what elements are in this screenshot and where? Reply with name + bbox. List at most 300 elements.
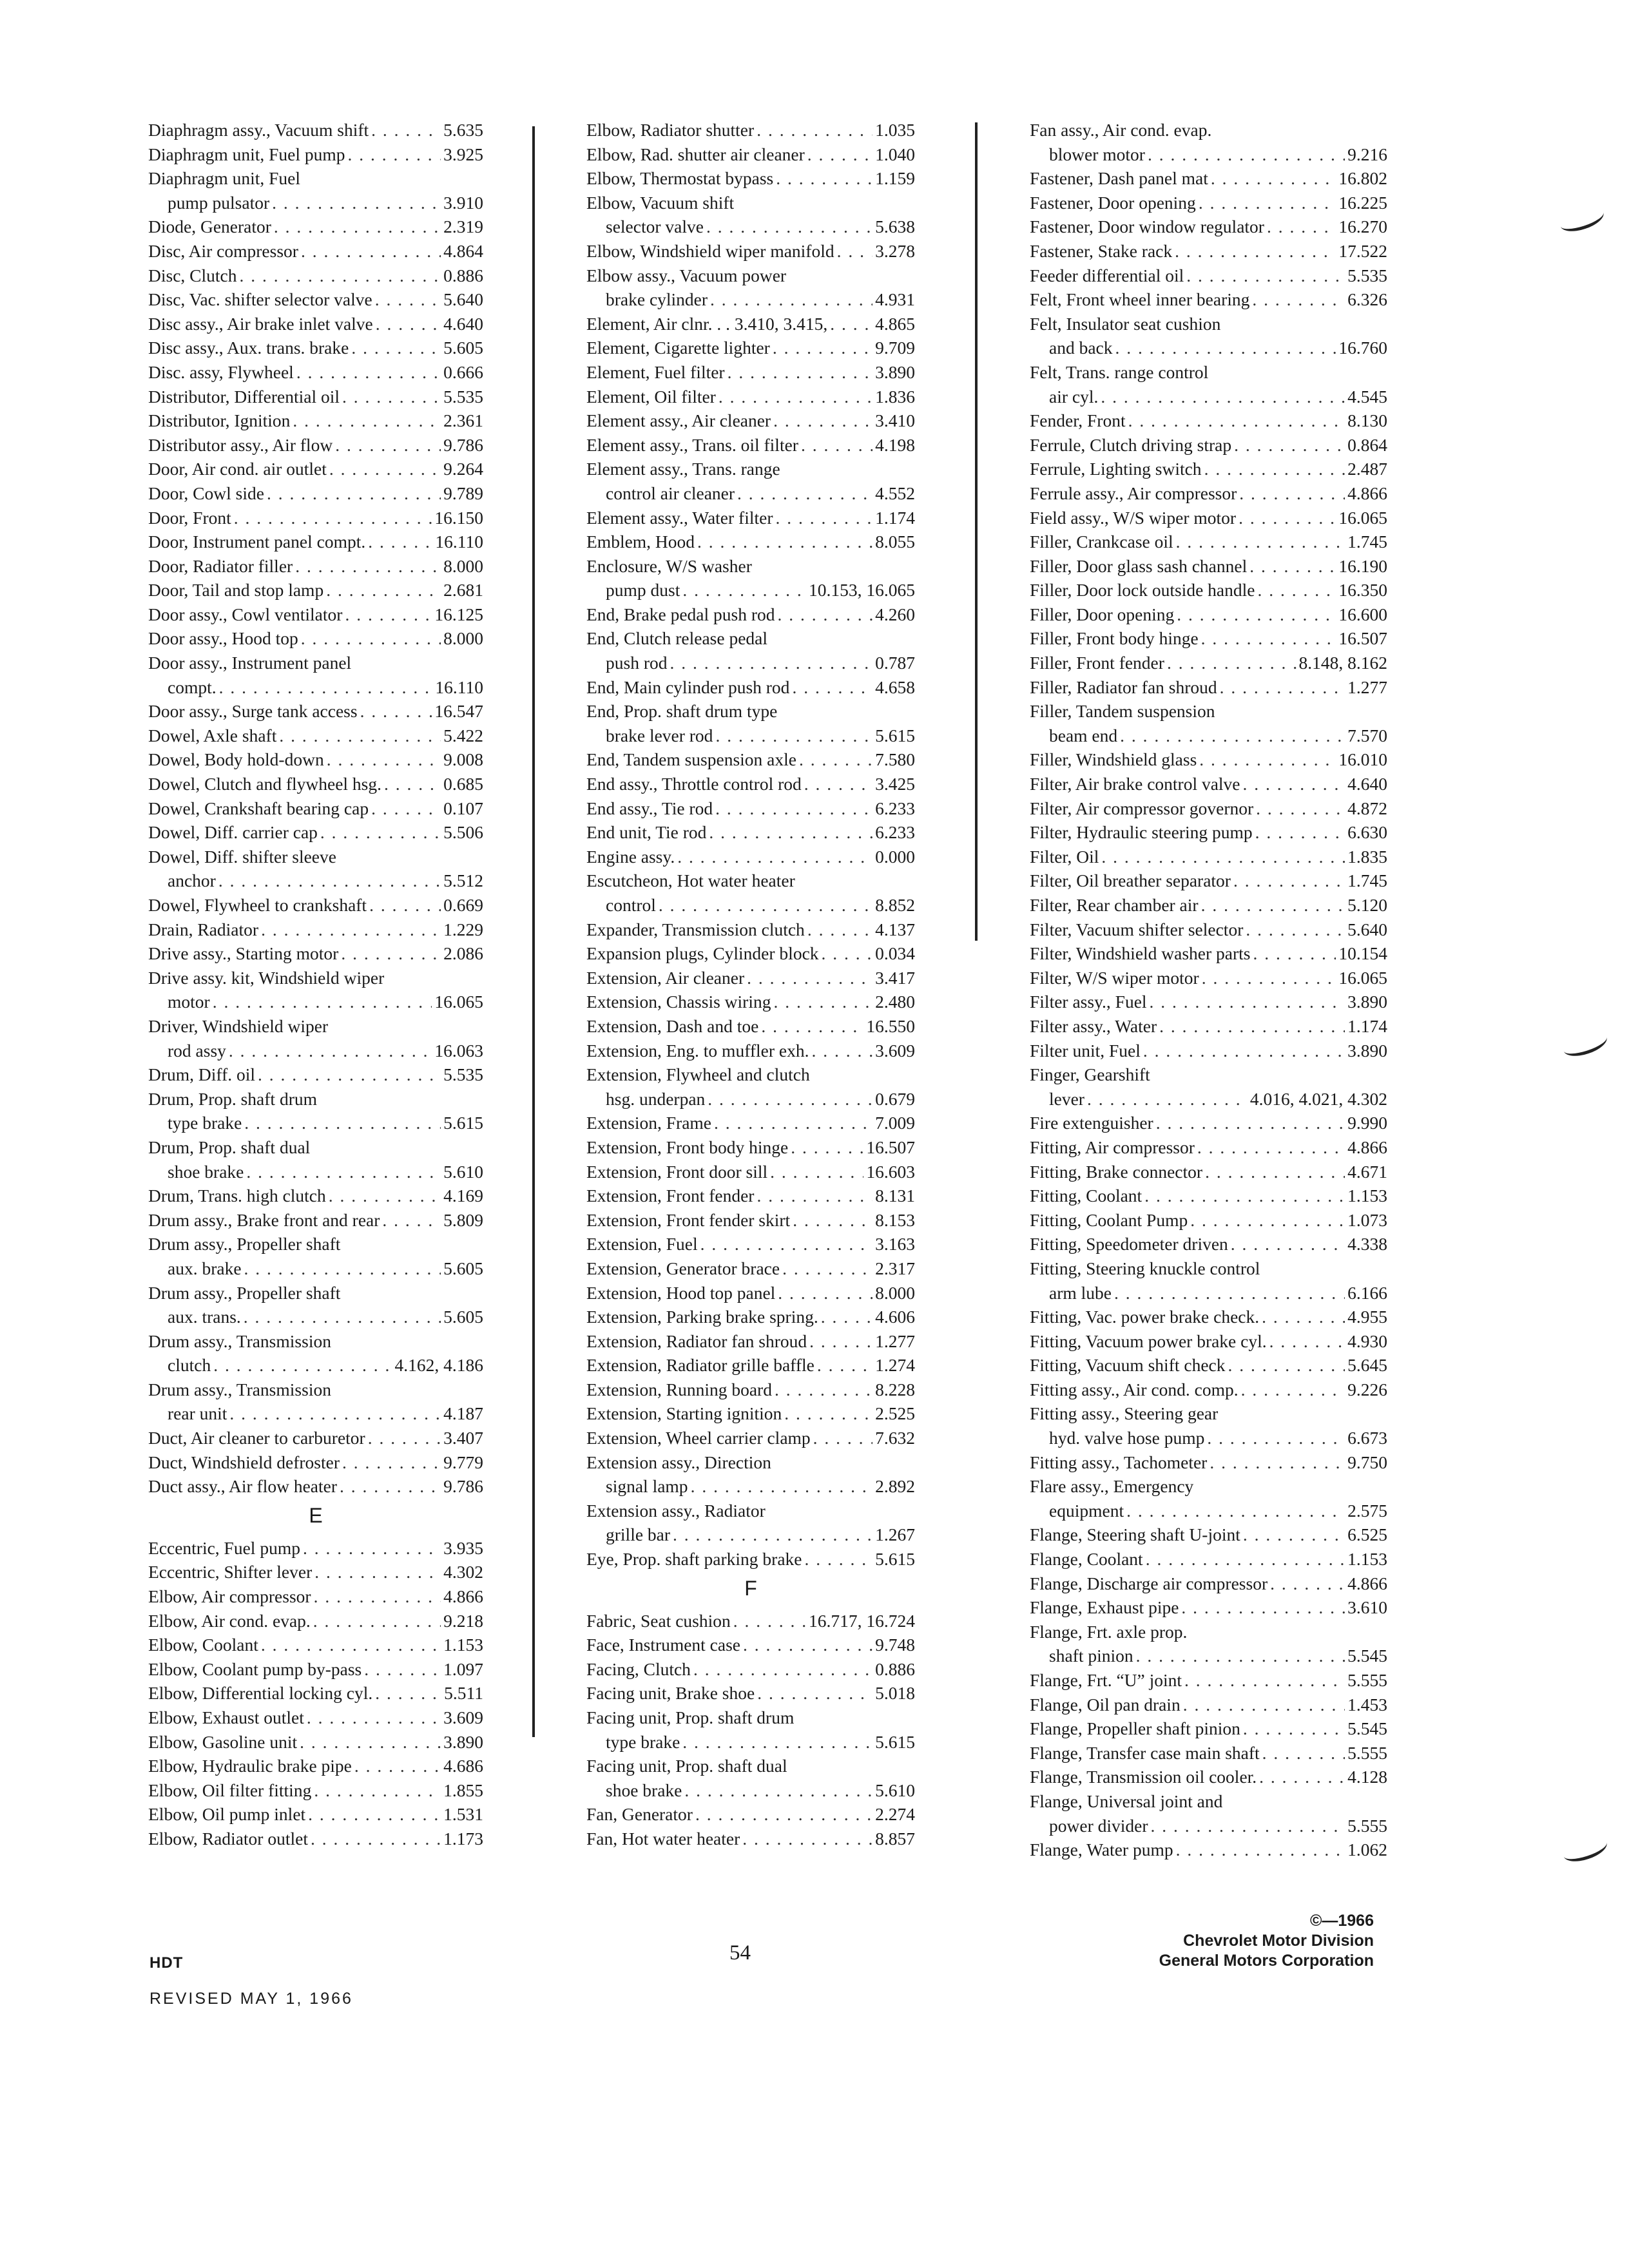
entry-reference: 16.063 [434, 1040, 483, 1061]
entry-reference: 5.506 [443, 822, 483, 843]
index-entry [1030, 578, 1387, 602]
entry-label: Door assy., Surge tank access [148, 701, 358, 722]
entry-label: Extension, Frame [586, 1113, 711, 1133]
entry-label: Extension, Generator brace [586, 1258, 780, 1278]
index-entry-heading [1030, 312, 1387, 336]
entry-label: Elbow assy., Vacuum power [586, 265, 787, 285]
entry-label: Elbow, Hydraulic brake pipe [148, 1756, 352, 1776]
entry-label: Felt, Insulator seat cushion [1030, 313, 1221, 334]
index-entry [1030, 336, 1387, 360]
series-code: HDT [149, 1954, 184, 1972]
entry-label: and back [1049, 338, 1113, 358]
index-entry [586, 433, 915, 457]
dot-leader [670, 651, 873, 675]
section-letter: F [744, 1576, 757, 1600]
index-entry-heading [586, 1450, 915, 1475]
index-entry [148, 869, 483, 893]
entry-label: Door assy., Instrument panel [148, 653, 352, 673]
entry-label: Door, Tail and stop lamp [148, 580, 324, 601]
index-entry [148, 675, 483, 700]
index-entry [1030, 1208, 1387, 1233]
entry-reference: 1.835 [1347, 846, 1387, 867]
index-entry [148, 724, 483, 748]
entry-reference: 4.866 [1347, 1573, 1387, 1593]
entry-reference: 2.681 [443, 580, 483, 601]
index-entry-heading [586, 1062, 915, 1087]
index-entry [148, 1474, 483, 1499]
entry-reference: 3.278 [875, 240, 915, 261]
entry-reference: 16.350 [1338, 580, 1387, 601]
entry-reference: 5.555 [1347, 1742, 1387, 1763]
entry-label: type brake [606, 1731, 680, 1752]
entry-reference: 3.163 [875, 1234, 915, 1254]
entry-label: Filler, Door opening [1030, 604, 1175, 624]
index-entry-heading [1030, 1062, 1387, 1087]
dot-leader [776, 166, 872, 191]
index-entry [586, 408, 915, 433]
dot-leader [371, 118, 441, 142]
entry-label: Drum assy., Propeller shaft [148, 1282, 341, 1303]
entry-label: Elbow, Oil filter fitting [148, 1780, 312, 1800]
entry-label: Extension, Fuel [586, 1234, 698, 1254]
index-entry [586, 1547, 915, 1571]
entry-reference: 8.228 [875, 1379, 915, 1399]
dot-leader [1151, 1814, 1345, 1838]
dot-leader [691, 1474, 873, 1499]
index-entry [586, 481, 915, 506]
entry-label: Filter assy., Fuel [1030, 992, 1147, 1012]
entry-label: End unit, Tie rod [586, 822, 707, 843]
entry-label: signal lamp [606, 1476, 688, 1497]
index-entry [148, 191, 483, 215]
dot-leader [246, 1160, 441, 1184]
dot-leader [659, 893, 872, 918]
entry-reference: 9.786 [443, 434, 483, 455]
index-entry [148, 1633, 483, 1657]
index-column-1 [148, 118, 483, 1851]
entry-label: End, Brake pedal push rod [586, 604, 775, 624]
index-entry [1030, 215, 1387, 239]
entry-reference: 2.317 [875, 1258, 915, 1278]
dot-leader [375, 1681, 441, 1706]
entry-label: Elbow, Gasoline unit [148, 1731, 298, 1752]
check-mark [1561, 1028, 1610, 1061]
index-entry [148, 1426, 483, 1450]
entry-reference: 5.535 [1347, 265, 1387, 285]
entry-label: Drum assy., Transmission [148, 1379, 331, 1399]
entry-label: End, Clutch release pedal [586, 628, 768, 649]
entry-label: Fitting, Coolant Pump [1030, 1209, 1188, 1230]
entry-reference: 1.159 [875, 168, 915, 189]
entry-reference: 8.131 [875, 1186, 915, 1206]
index-entry [586, 918, 915, 942]
index-entry [586, 287, 915, 312]
index-entry [1030, 1741, 1387, 1765]
dot-leader [213, 990, 432, 1014]
entry-label: Fitting, Vacuum power brake cyl. [1030, 1331, 1267, 1351]
entry-label: Extension, Parking brake spring. [586, 1307, 818, 1327]
entry-label: Face, Instrument case [586, 1635, 741, 1655]
entry-label: Filler, Door lock outside handle [1030, 580, 1255, 601]
dot-leader [314, 1584, 441, 1609]
entry-label: Element assy., Trans. oil filter [586, 434, 798, 455]
entry-reference: 5.555 [1347, 1670, 1387, 1690]
index-entry [1030, 845, 1387, 869]
entry-label: Eccentric, Shifter lever [148, 1562, 313, 1582]
dot-leader [213, 1353, 392, 1378]
entry-reference: 3.935 [443, 1537, 483, 1558]
entry-label: rod assy [168, 1040, 226, 1061]
entry-label: motor [168, 992, 210, 1012]
dot-leader [267, 481, 441, 506]
index-entry [586, 336, 915, 360]
entry-reference: 4.686 [443, 1756, 483, 1776]
index-entry [148, 578, 483, 602]
index-entry [148, 385, 483, 409]
index-column-3 [1030, 118, 1387, 1862]
entry-label: Extension, Running board [586, 1379, 772, 1399]
index-entry [148, 699, 483, 724]
dot-leader [710, 287, 872, 312]
entry-label: Elbow, Oil pump inlet [148, 1804, 306, 1825]
entry-reference: 16.603 [866, 1161, 915, 1182]
dot-leader [773, 990, 872, 1014]
entry-label: Disc, Clutch [148, 265, 237, 285]
entry-label: Flange, Propeller shaft pinion [1030, 1718, 1240, 1739]
entry-reference: 5.535 [443, 1064, 483, 1085]
entry-reference: 1.173 [443, 1828, 483, 1849]
dot-leader [682, 1730, 872, 1754]
index-entry [148, 433, 483, 457]
dot-leader [1120, 724, 1345, 748]
entry-label: Extension assy., Radiator [586, 1500, 766, 1521]
index-entry [148, 1256, 483, 1281]
dot-leader [274, 215, 441, 239]
index-entry [148, 941, 483, 966]
entry-label: Flange, Coolant [1030, 1549, 1143, 1570]
entry-reference: 4.162, 4.186 [394, 1355, 483, 1376]
entry-reference: 2.480 [875, 992, 915, 1012]
entry-reference: 5.535 [443, 386, 483, 407]
dot-leader [1231, 1232, 1345, 1256]
entry-reference: 2.319 [443, 216, 483, 237]
entry-reference: 0.685 [443, 774, 483, 794]
dot-leader [1239, 506, 1336, 530]
entry-label: brake cylinder [606, 289, 708, 310]
dot-leader [314, 1778, 441, 1803]
index-entry [1030, 385, 1387, 409]
entry-reference: 9.750 [1347, 1452, 1387, 1472]
dot-leader [700, 1232, 872, 1256]
entry-reference: 9.786 [443, 1476, 483, 1497]
entry-reference: 1.040 [875, 144, 915, 164]
entry-label: Elbow, Air cond. evap. [148, 1610, 311, 1631]
dot-leader [792, 675, 872, 700]
index-entry [1030, 602, 1387, 627]
check-mark [1561, 1833, 1610, 1866]
entry-reference: 5.640 [1347, 919, 1387, 939]
dot-leader [737, 481, 872, 506]
index-entry-heading [1030, 360, 1387, 385]
entry-label: Dowel, Axle shaft [148, 725, 277, 745]
entry-label: Elbow, Differential locking cyl. [148, 1683, 373, 1704]
index-entry [148, 481, 483, 506]
index-entry-heading [148, 651, 483, 675]
dot-leader [1259, 1765, 1345, 1789]
dot-leader [1211, 166, 1336, 191]
entry-reference: 1.267 [875, 1524, 915, 1545]
entry-label: Extension, Chassis wiring [586, 992, 771, 1012]
index-entry [586, 142, 915, 167]
entry-label: brake lever rod [606, 725, 713, 745]
index-entry [586, 1232, 915, 1256]
entry-label: anchor [168, 870, 216, 891]
entry-label: Elbow, Vacuum shift [586, 192, 735, 213]
index-entry [586, 1281, 915, 1305]
dot-leader [1269, 1329, 1345, 1354]
entry-reference: 16.010 [1338, 749, 1387, 770]
entry-reference: 9.216 [1347, 144, 1387, 164]
dot-leader [1176, 530, 1345, 554]
entry-reference: 0.886 [443, 265, 483, 285]
dot-leader [1184, 1668, 1345, 1693]
index-entry [1030, 626, 1387, 651]
index-entry [586, 385, 915, 409]
entry-label: Filter, Vacuum shifter selector [1030, 919, 1244, 939]
dot-leader [1126, 1499, 1345, 1523]
entry-label: Fire extenguisher [1030, 1113, 1153, 1133]
entry-label: shaft pinion [1049, 1646, 1133, 1666]
entry-reference: 3.417 [875, 967, 915, 988]
entry-label: Filler, Crankcase oil [1030, 532, 1173, 552]
index-entry [148, 336, 483, 360]
entry-reference: 2.086 [443, 943, 483, 964]
entry-reference: 7.570 [1347, 725, 1387, 745]
entry-label: Disc, Air compressor [148, 240, 298, 261]
dot-leader [301, 239, 441, 264]
dot-leader [301, 626, 441, 651]
entry-label: Extension, Air cleaner [586, 967, 745, 988]
entry-label: Fitting assy., Steering gear [1030, 1403, 1219, 1424]
dot-leader [1243, 1716, 1345, 1741]
entry-label: Ferrule, Lighting switch [1030, 459, 1202, 479]
entry-label: air cyl. [1049, 386, 1099, 407]
dot-leader [684, 1778, 872, 1803]
dot-leader [1146, 1547, 1345, 1571]
entry-reference: 1.277 [875, 1331, 915, 1351]
entry-label: Disc assy., Aux. trans. brake [148, 338, 349, 358]
index-entry [148, 1827, 483, 1851]
dot-leader [747, 966, 872, 990]
entry-reference: 3.609 [443, 1707, 483, 1727]
dot-leader [219, 675, 433, 700]
entry-reference: 3.609 [875, 1040, 915, 1061]
index-entry [1030, 1450, 1387, 1475]
entry-label: Element, Cigarette lighter [586, 338, 770, 358]
dot-leader [1167, 651, 1296, 675]
entry-reference: 4.658 [875, 677, 915, 697]
dot-leader [773, 408, 872, 433]
entry-reference: 3.890 [1347, 992, 1387, 1012]
index-entry [1030, 1305, 1387, 1329]
dot-leader [757, 1184, 872, 1208]
entry-reference: 8.000 [443, 555, 483, 576]
entry-label: Flange, Transmission oil cooler. [1030, 1767, 1257, 1787]
entry-reference: 8.857 [875, 1828, 915, 1849]
dot-leader [368, 1426, 441, 1450]
entry-label: Filter, W/S wiper motor [1030, 967, 1199, 988]
dot-leader [706, 215, 872, 239]
index-entry [148, 1536, 483, 1561]
entry-label: End assy., Throttle control rod [586, 774, 802, 794]
dot-leader [335, 433, 441, 457]
entry-label: clutch [168, 1355, 211, 1376]
index-entry [148, 239, 483, 264]
column-divider [975, 122, 978, 941]
dot-leader [757, 118, 872, 142]
index-entry-heading [1030, 1401, 1387, 1426]
dot-leader [682, 578, 806, 602]
index-entry [1030, 651, 1387, 675]
entry-reference: 16.507 [866, 1137, 915, 1157]
index-entry [1030, 1353, 1387, 1378]
index-entry-heading [148, 1014, 483, 1039]
dot-leader [218, 869, 441, 893]
index-entry [148, 506, 483, 530]
dot-leader [1270, 1571, 1345, 1596]
index-entry [1030, 554, 1387, 579]
dot-leader [715, 796, 872, 821]
dot-leader [234, 506, 432, 530]
index-entry [148, 1450, 483, 1475]
entry-label: Fitting assy., Air cond. comp. [1030, 1379, 1239, 1399]
entry-label: Elbow, Radiator shutter [586, 120, 755, 140]
entry-reference: 3.407 [443, 1428, 483, 1448]
index-entry-heading [1030, 118, 1387, 142]
entry-label: Door, Air cond. air outlet [148, 459, 327, 479]
index-entry [586, 966, 915, 990]
entry-reference: 3.410 [875, 410, 915, 431]
entry-reference: 1.229 [443, 919, 483, 939]
index-entry [1030, 1838, 1387, 1862]
entry-label: Fabric, Seat cushion [586, 1610, 731, 1631]
entry-reference: 4.955 [1347, 1307, 1387, 1327]
dot-leader [1255, 820, 1345, 845]
entry-reference: 4.302 [443, 1562, 483, 1582]
entry-label: selector valve [606, 216, 704, 237]
index-entry [586, 1378, 915, 1402]
dot-leader [728, 360, 873, 385]
index-entry [1030, 1716, 1387, 1741]
entry-label: Elbow, Coolant pump by-pass [148, 1658, 362, 1679]
entry-reference: 1.531 [443, 1804, 483, 1825]
dot-leader [342, 1450, 441, 1475]
dot-leader [229, 1401, 441, 1426]
section-letter: E [309, 1503, 323, 1527]
index-entry [1030, 869, 1387, 893]
entry-reference: 5.605 [443, 1258, 483, 1278]
dot-leader [382, 1208, 441, 1233]
index-entry [586, 1329, 915, 1354]
dot-leader [1257, 578, 1336, 602]
index-entry [586, 360, 915, 385]
entry-label: Expander, Transmission clutch [586, 919, 805, 939]
dot-leader [1143, 1039, 1345, 1063]
dot-leader [261, 918, 441, 942]
entry-label: Expansion plugs, Cylinder block [586, 943, 819, 964]
index-entry-heading [1030, 1789, 1387, 1814]
entry-reference: 16.110 [435, 677, 483, 697]
entry-reference: 4.016, 4.021, 4.302 [1249, 1088, 1387, 1109]
page-number: 54 [729, 1941, 751, 1965]
dot-leader [345, 602, 432, 627]
entry-reference: 16.110 [435, 532, 483, 552]
dot-leader [715, 724, 872, 748]
index-entry [148, 1706, 483, 1730]
index-entry-heading [586, 1706, 915, 1730]
dot-leader [817, 1353, 872, 1378]
dot-leader [1128, 408, 1345, 433]
entry-reference: 5.605 [443, 1307, 483, 1327]
entry-label: End, Main cylinder push rod [586, 677, 790, 697]
dot-leader [354, 1754, 441, 1778]
dot-leader [1233, 869, 1345, 893]
column-divider [532, 126, 535, 1737]
entry-reference: 5.638 [875, 216, 915, 237]
index-entry-heading [586, 1499, 915, 1523]
entry-reference: 0.864 [1347, 434, 1387, 455]
entry-reference: 16.065 [434, 992, 483, 1012]
index-entry [586, 1135, 915, 1160]
index-column-2 [586, 118, 915, 1851]
entry-label: Dowel, Diff. shifter sleeve [148, 846, 336, 867]
entry-reference: 0.107 [443, 798, 483, 818]
entry-label: Felt, Front wheel inner bearing [1030, 289, 1250, 310]
entry-reference: 4.866 [1347, 1137, 1387, 1157]
entry-label: Filter, Rear chamber air [1030, 895, 1199, 915]
index-entry-heading [148, 1281, 483, 1305]
entry-label: compt. [168, 677, 217, 697]
entry-reference: 5.545 [1347, 1646, 1387, 1666]
entry-reference: 4.338 [1347, 1234, 1387, 1254]
entry-label: Element assy., Water filter [586, 507, 773, 528]
entry-reference: 0.669 [443, 895, 483, 915]
dot-leader [351, 336, 441, 360]
entry-label: Dowel, Crankshaft bearing cap [148, 798, 369, 818]
entry-reference: 4.640 [1347, 774, 1387, 794]
entry-reference: 4.866 [443, 1586, 483, 1607]
dot-leader [1190, 1208, 1345, 1233]
entry-label: Filter, Air compressor governor [1030, 798, 1254, 818]
entry-reference: 6.525 [1347, 1524, 1387, 1545]
entry-reference: 6.673 [1347, 1428, 1387, 1448]
entry-label: Element assy., Air cleaner [586, 410, 771, 431]
dot-leader [1199, 747, 1336, 772]
entry-label: arm lube [1049, 1282, 1112, 1303]
index-entry [148, 1802, 483, 1827]
dot-leader [1253, 941, 1336, 966]
entry-label: Fan, Generator [586, 1804, 693, 1825]
index-entry [148, 990, 483, 1014]
entry-reference: 16.190 [1338, 555, 1387, 576]
copyright-corporation: General Motors Corporation [1159, 1952, 1374, 1970]
index-entry [1030, 1668, 1387, 1693]
index-entry [148, 312, 483, 336]
index-entry [1030, 506, 1387, 530]
entry-reference: 8.153 [875, 1209, 915, 1230]
index-entry [586, 1256, 915, 1281]
entry-label: Element, Fuel filter [586, 361, 725, 382]
